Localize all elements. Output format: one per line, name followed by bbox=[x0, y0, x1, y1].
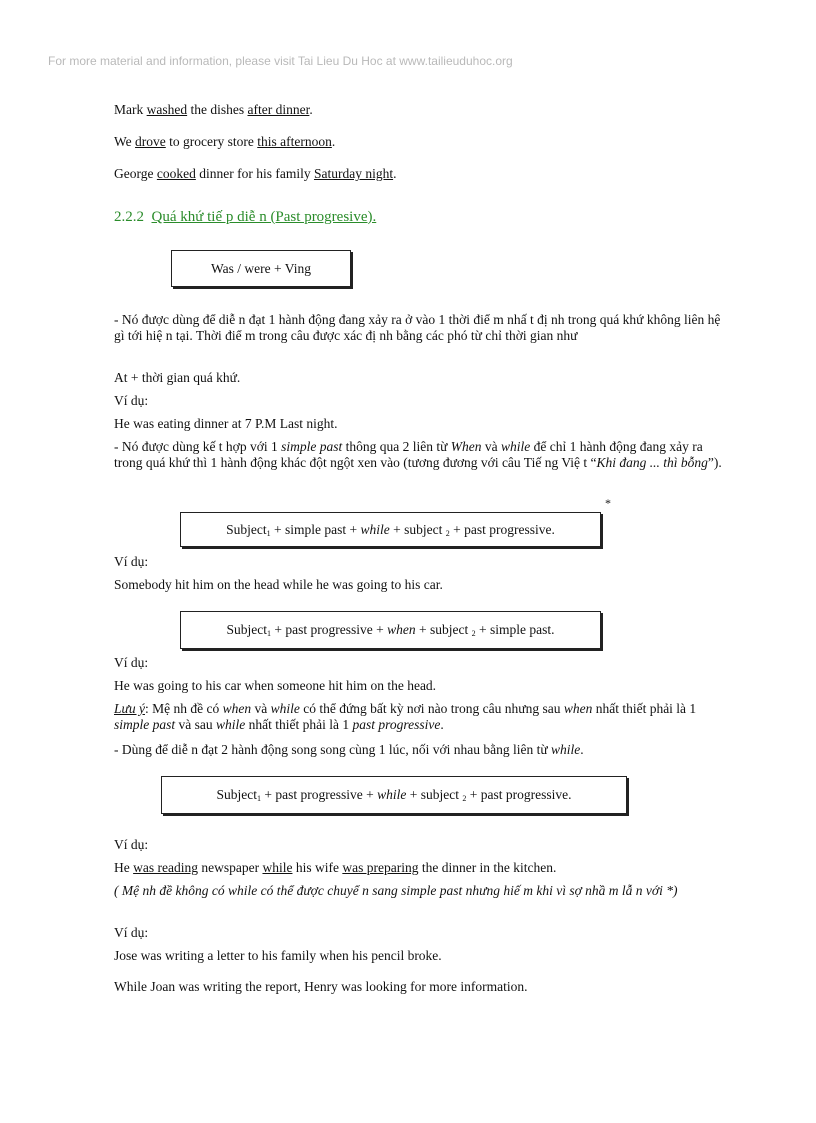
example-sentence: George cooked dinner for his family Saturday night. bbox=[114, 166, 397, 181]
remark: ( Mệ nh đề không có while có thể được chuyể n sang simple past nhưng hiế m khi vì sợ nhầ m lẫ n với *) bbox=[114, 883, 678, 898]
note-paragraph: Lưu ý: Mệ nh đề có when và while có thể đứng bất kỳ nơi nào trong câu nhưng sau when nhất thiết phải là 1 simple past và sau while nhất thiết phải là 1 past progressive. bbox=[114, 701, 697, 732]
example-sentence: He was eating dinner at 7 P.M Last night. bbox=[114, 416, 338, 431]
example-label: Ví dụ: bbox=[114, 837, 149, 852]
example-sentence: Jose was writing a letter to his family when his pencil broke. bbox=[114, 948, 442, 963]
paragraph: - Nó được dùng để diễ n đạt 1 hành động đang xảy ra ở vào 1 thời điể m nhấ t đị nh trong quá khứ không liên hệ gì tới hiệ n tại. Thời điể m trong câu được xác đị nh bằng các phó từ chỉ thời gian như bbox=[114, 312, 721, 343]
example-label: Ví dụ: bbox=[114, 925, 149, 940]
section-heading: 2.2.2 Quá khứ tiế p diễ n (Past progresive). bbox=[114, 209, 377, 225]
formula-box: Subject$_1$ + past progressive + while + subject $_2$ + past progressive. bbox=[161, 776, 627, 814]
example-sentence: He was going to his car when someone hit him on the head. bbox=[114, 678, 437, 693]
example-sentence: While Joan was writing the report, Henry was looking for more information. bbox=[114, 979, 528, 994]
formula-box: Was / were + Ving bbox=[171, 250, 351, 287]
formula-box: Subject$_1$ + simple past + while + subject $_2$ + past progressive. bbox=[180, 512, 601, 547]
example-sentence: Somebody hit him on the head while he was going to his car. bbox=[114, 577, 443, 592]
paragraph: - Nó được dùng kế t hợp với 1 simple past thông qua 2 liên từ When và while để chỉ 1 hành động đang xảy ra trong quá khứ thì 1 hành động khác đột ngột xen vào (tương đương với câu Tiế ng Việ t “Khi đang ... thì bỗng”). bbox=[114, 439, 722, 470]
paragraph: - Dùng để diễ n đạt 2 hành động song song cùng 1 lúc, nối với nhau bằng liên từ while. bbox=[114, 742, 584, 757]
asterisk: * bbox=[605, 496, 611, 510]
paragraph: At + thời gian quá khứ. bbox=[114, 370, 241, 385]
example-label: Ví dụ: bbox=[114, 554, 149, 569]
example-label: Ví dụ: bbox=[114, 393, 149, 408]
example-sentence: He was reading newspaper while his wife was preparing the dinner in the kitchen. bbox=[114, 860, 557, 875]
example-sentence: We drove to grocery store this afternoon. bbox=[114, 134, 336, 149]
example-sentence: Mark washed the dishes after dinner. bbox=[114, 102, 313, 117]
example-label: Ví dụ: bbox=[114, 655, 149, 670]
watermark: For more material and information, please visit Tai Lieu Du Hoc at www.tailieuduhoc.org bbox=[48, 54, 513, 68]
formula-box: Subject$_1$ + past progressive + when + subject $_2$ + simple past. bbox=[180, 611, 601, 649]
